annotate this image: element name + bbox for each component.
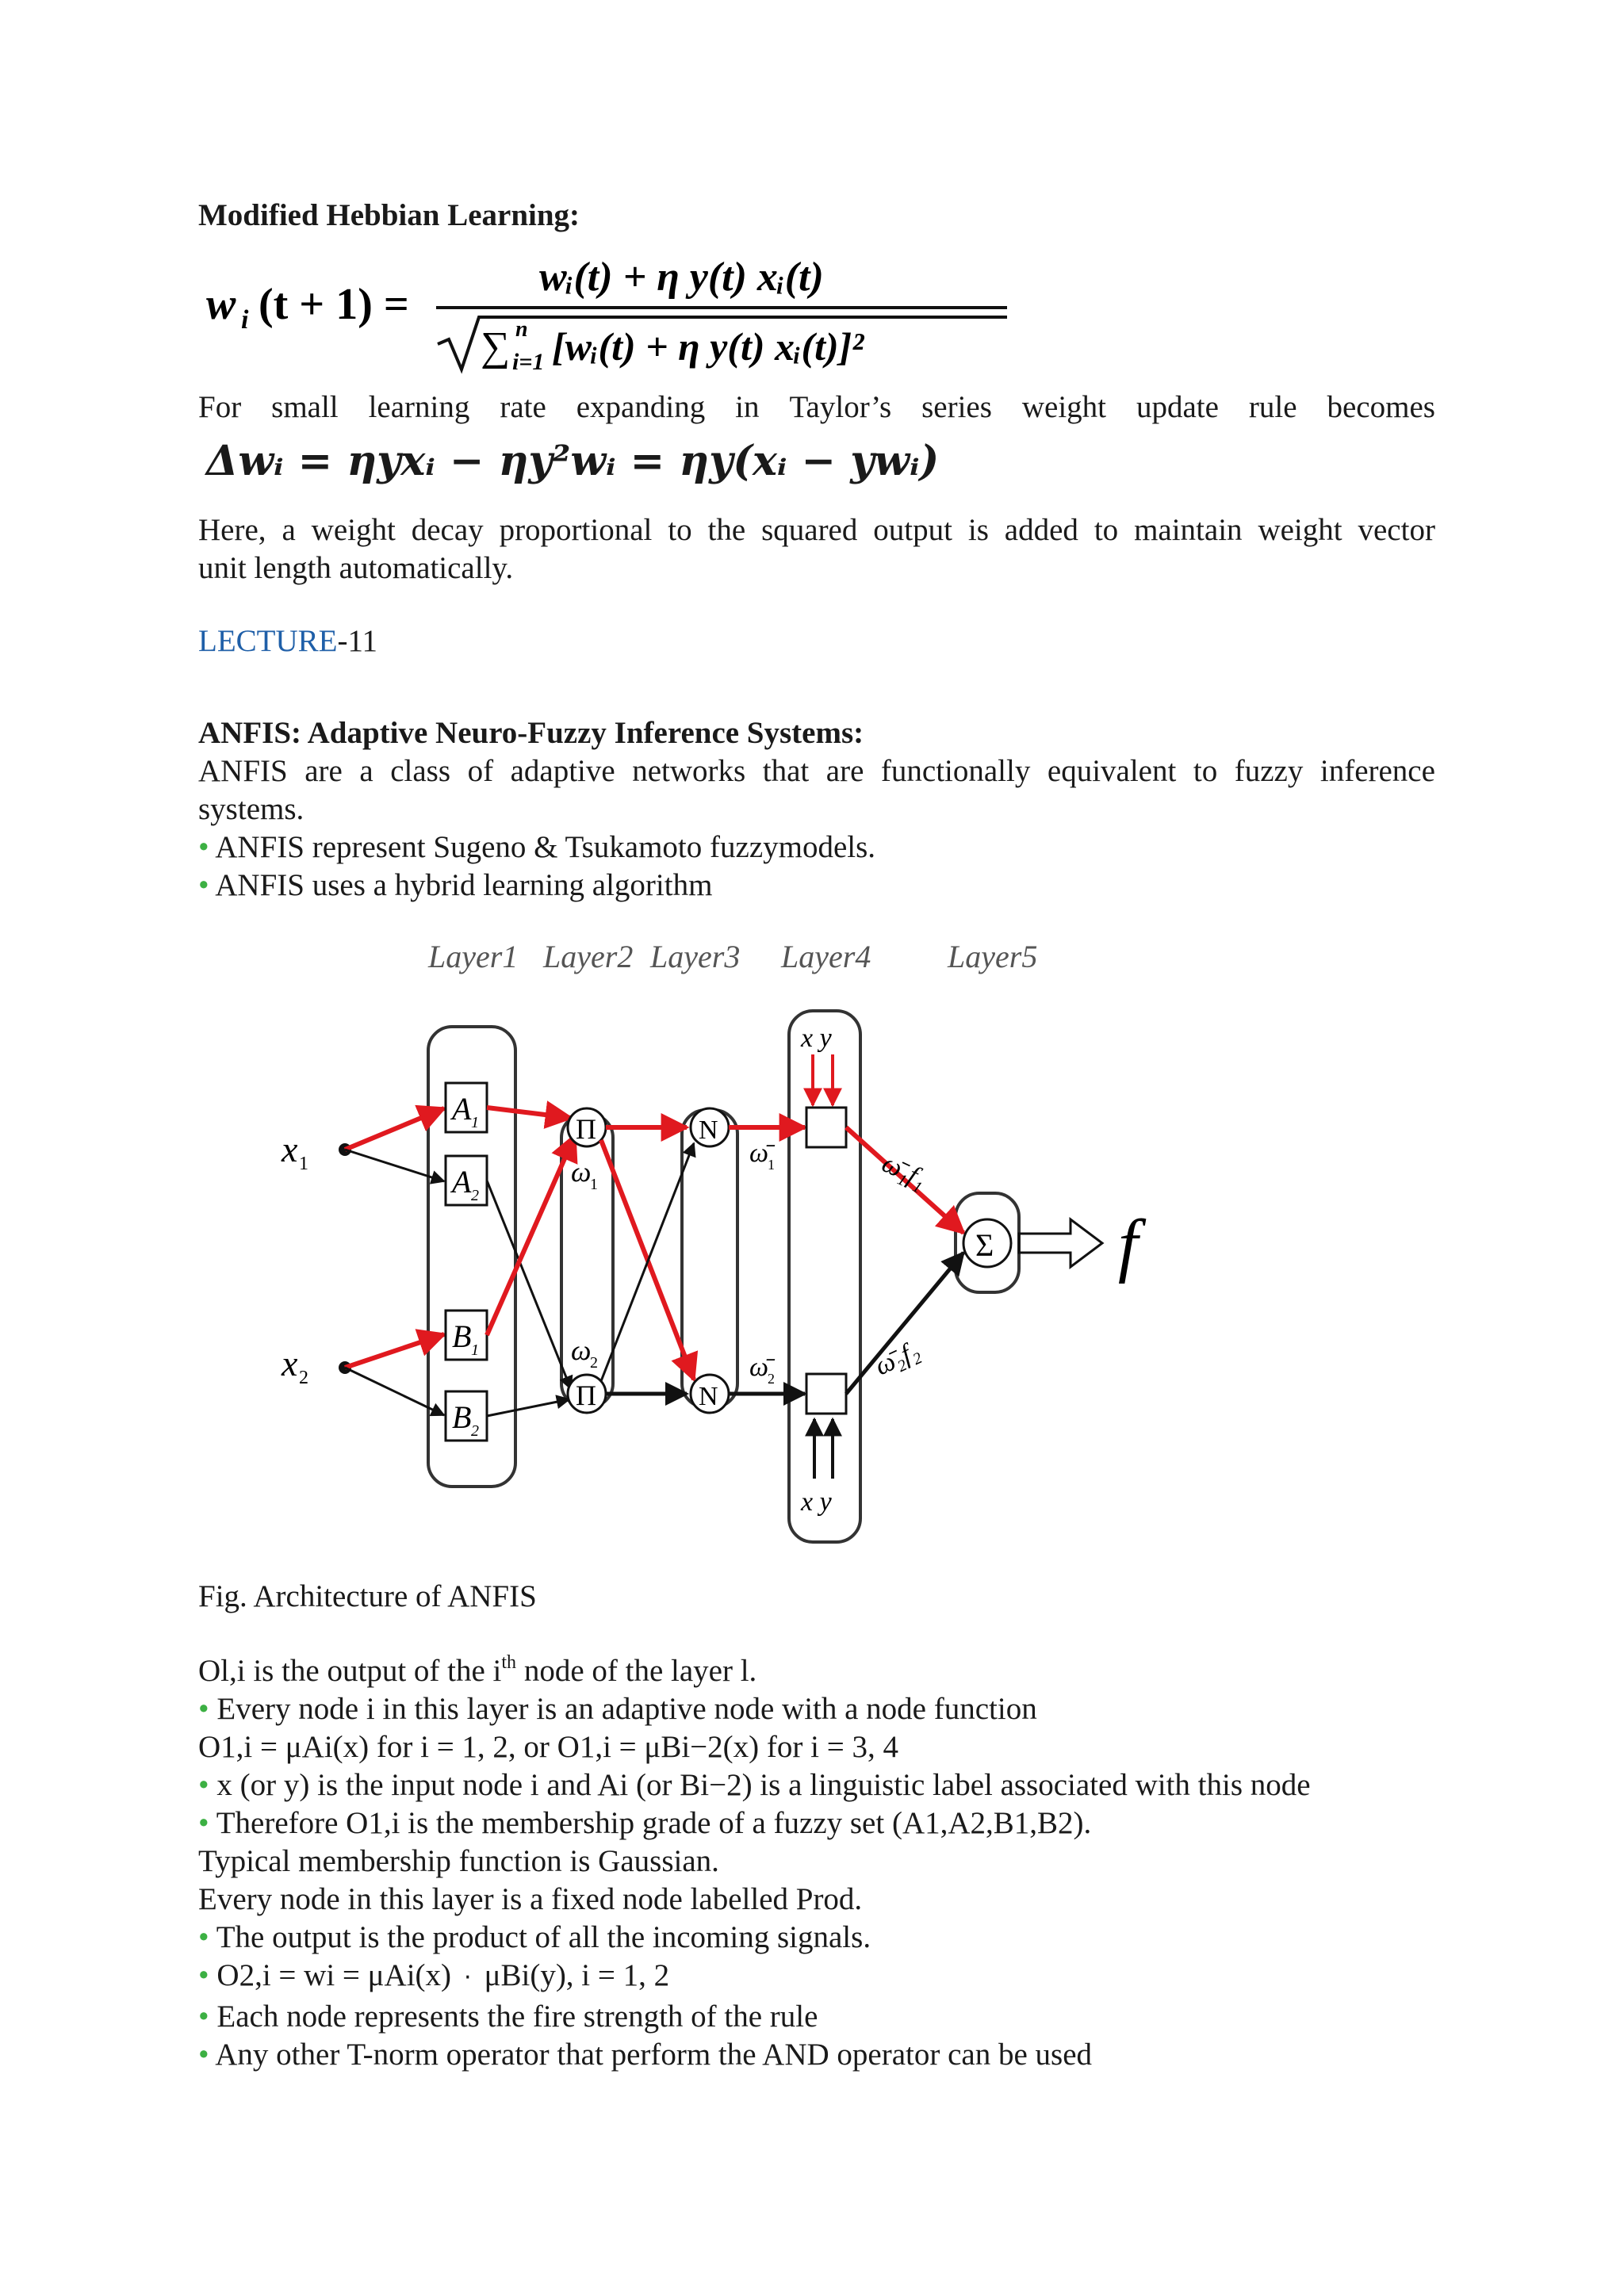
word: that: [762, 754, 810, 788]
lecture-word[interactable]: LECTURE: [198, 624, 338, 658]
bullet-text: Any other T-norm operator that perform the AND operator can be used: [215, 2038, 1093, 2072]
bullet-dot: •: [198, 2038, 209, 2072]
weight-2-label: ω: [571, 1334, 592, 1366]
hebbian-equation: [206, 251, 1189, 377]
node-a1-label: A: [452, 1091, 472, 1127]
sum-symbol: ∑: [481, 324, 511, 369]
final-bullet-1: [198, 1998, 1435, 2036]
node-norm-1-label: N: [699, 1115, 718, 1145]
item-text: The output is the product of all the incoming signals.: [216, 1920, 871, 1954]
node-a2-sub: 2: [471, 1187, 479, 1204]
output-label-bottom: ω̄₂f₂: [870, 1335, 925, 1382]
word: the: [707, 513, 746, 547]
word: a: [359, 754, 373, 788]
bullet-text: ANFIS represent Sugeno & Tsukamoto fuzzymodels.: [215, 830, 876, 864]
node-rule-2: [806, 1374, 846, 1414]
node-sum-label: Σ: [975, 1227, 994, 1263]
node-b2-sub: 2: [471, 1422, 479, 1440]
word: networks: [632, 754, 746, 788]
word: becomes: [1327, 390, 1435, 424]
item-text: Typical membership function is Gaussian.: [198, 1844, 719, 1878]
bullet-dot: •: [198, 1920, 209, 1954]
weight-1-label: ω: [571, 1156, 592, 1188]
anfis-intro-line-2: systems.: [198, 792, 304, 826]
equation-denominator: [wᵢ(t) + η y(t) xᵢ(t)]²: [552, 324, 864, 369]
layer5-label: Layer5: [948, 939, 1038, 974]
weight-update-equation: Δwᵢ = ηyxᵢ − ηy²wᵢ = ηy(xᵢ − ywᵢ): [206, 437, 940, 485]
word: learning: [368, 390, 470, 424]
word: rate: [500, 390, 546, 424]
norm-weight-1-sub: 1: [768, 1157, 775, 1173]
output-f: f: [1118, 1206, 1139, 1284]
hebbian-heading: Modified Hebbian Learning:: [198, 198, 580, 232]
equation-numerator: wᵢ(t) + η y(t) xᵢ(t): [539, 254, 824, 300]
layer-description-item: [198, 1766, 1435, 1804]
node-prod-1-label: Π: [576, 1113, 596, 1145]
word: Taylor’s: [789, 390, 892, 424]
xy-bottom-label: x y: [801, 1487, 832, 1517]
word: For: [198, 390, 242, 424]
weight-2-sub: 2: [590, 1354, 598, 1372]
sum-lower: i=1: [512, 349, 545, 375]
word: are: [825, 754, 864, 788]
word: update: [1136, 390, 1219, 424]
decay-line-2: unit length automatically.: [198, 551, 514, 585]
layer4-label: Layer4: [781, 939, 871, 974]
output-def-post: node of the layer l.: [516, 1654, 757, 1688]
item-text: O1,i = μAi(x) for i = 1, 2, or O1,i = μBi−2(x) for i = 3, 4: [198, 1730, 898, 1764]
node-prod-2-label: Π: [576, 1380, 596, 1411]
word: weight: [311, 513, 396, 547]
input-x1-sub: 1: [299, 1154, 308, 1174]
word: squared: [761, 513, 858, 547]
bullet-dot: •: [198, 1768, 209, 1802]
bullet-dot: •: [198, 830, 209, 864]
norm-weight-2-label: ω̄: [749, 1353, 769, 1382]
word: to: [1094, 513, 1119, 547]
final-bullet-2: [198, 2036, 1435, 2074]
lecture-number: -11: [337, 624, 378, 658]
weight-1-sub: 1: [590, 1176, 598, 1193]
word: inference: [1320, 754, 1435, 788]
layer-description-item: [198, 1919, 1435, 1957]
word: ANFIS: [198, 754, 288, 788]
taylor-line: [198, 388, 1435, 427]
word: expanding: [576, 390, 706, 424]
word: Here,: [198, 513, 266, 547]
bullet-dot: •: [198, 868, 209, 902]
input-x1: x: [282, 1129, 298, 1169]
word: output: [873, 513, 952, 547]
anfis-diagram: [198, 920, 1229, 1578]
node-rule-1: [806, 1108, 846, 1147]
layer3-label: Layer3: [650, 939, 741, 974]
edge-a1-p1: [487, 1108, 571, 1118]
input-x2: x: [282, 1343, 298, 1383]
node-b1-sub: 1: [471, 1341, 479, 1359]
word: maintain: [1134, 513, 1243, 547]
bullet-dot: •: [198, 1999, 209, 2034]
bullet-text: Each node represents the fire strength of the rule: [216, 1999, 818, 2034]
word: weight: [1258, 513, 1342, 547]
node-norm-2-label: N: [699, 1382, 718, 1411]
figure-caption: Fig. Architecture of ANFIS: [198, 1579, 537, 1613]
equation-lhs-w: w: [206, 280, 236, 329]
anfis-intro-line-1: [198, 752, 1435, 790]
product-line-pre: O2,i = wi = μAi(x): [216, 1958, 452, 1992]
word: adaptive: [510, 754, 615, 788]
norm-weight-2-sub: 2: [768, 1371, 775, 1387]
edge-a2-p2: [487, 1181, 571, 1389]
xy-top-label: x y: [801, 1024, 832, 1053]
node-b1-label: B: [452, 1318, 472, 1354]
anfis-bullet-2: [198, 867, 1435, 905]
word: a: [282, 513, 296, 547]
word: class: [390, 754, 451, 788]
bullet-dot: •: [198, 1958, 209, 1992]
equation-lhs-arg: (t + 1) =: [259, 280, 409, 329]
word: to: [1193, 754, 1218, 788]
layer1-label: Layer1: [428, 939, 519, 974]
word: decay: [411, 513, 484, 547]
item-text: x (or y) is the input node i and Ai (or Bi−2) is a linguistic label associated with this node: [216, 1768, 1311, 1802]
word: to: [668, 513, 692, 547]
input-x2-sub: 2: [299, 1368, 308, 1388]
layer-labels: [427, 939, 1037, 974]
word: equivalent: [1047, 754, 1177, 788]
bullet-dot: •: [198, 1806, 209, 1840]
layer-description-item: [198, 1881, 1435, 1919]
layer2-label: Layer2: [543, 939, 634, 974]
layer-description-item: [198, 1804, 1435, 1843]
product-dot: ·: [464, 1964, 472, 1992]
word: small: [271, 390, 339, 424]
word: rule: [1248, 390, 1297, 424]
product-line-post: μBi(y), i = 1, 2: [484, 1958, 670, 1992]
node-b2-label: B: [452, 1399, 472, 1435]
word: vector: [1358, 513, 1435, 547]
word: functionally: [880, 754, 1031, 788]
word: are: [304, 754, 343, 788]
word: series: [921, 390, 992, 424]
anfis-bullet-1: [198, 828, 1435, 867]
edge-r2-sum: [846, 1253, 963, 1394]
item-text: Every node in this layer is a fixed node labelled Prod.: [198, 1882, 863, 1916]
word: is: [967, 513, 989, 547]
word: proportional: [499, 513, 653, 547]
anfis-heading: ANFIS: Adaptive Neuro-Fuzzy Inference Systems:: [198, 716, 864, 750]
item-text: Therefore O1,i is the membership grade of a fuzzy set (A1,A2,B1,B2).: [216, 1806, 1092, 1840]
decay-line-1: [198, 511, 1435, 549]
edge-b2-p2: [487, 1399, 569, 1416]
output-definition: [198, 1652, 1435, 1690]
node-a1-sub: 1: [471, 1114, 479, 1131]
word: added: [1004, 513, 1078, 547]
node-a2-label: A: [452, 1164, 472, 1200]
word: fuzzy: [1234, 754, 1304, 788]
product-line: [198, 1957, 1435, 1997]
word: in: [735, 390, 760, 424]
output-arrow: [1019, 1219, 1102, 1267]
item-text: Every node i in this layer is an adaptive node with a node function: [216, 1692, 1037, 1726]
layer-description-item: [198, 1843, 1435, 1881]
bullet-text: ANFIS uses a hybrid learning algorithm: [215, 868, 713, 902]
output-def-pre: Ol,i is the output of the i: [198, 1654, 502, 1688]
layer4-box: [789, 1011, 860, 1542]
output-def-sup: th: [501, 1652, 517, 1673]
norm-weight-1-label: ω̄: [749, 1138, 769, 1168]
sum-upper: n: [515, 317, 528, 342]
word: weight: [1021, 390, 1107, 424]
layer-description-item: [198, 1690, 1435, 1728]
equation-lhs-sub: i: [241, 305, 249, 335]
output-label-top: ω̄₁f₁: [877, 1148, 932, 1195]
bullet-dot: •: [198, 1692, 209, 1726]
layer-description-item: [198, 1728, 1435, 1766]
lecture-label[interactable]: [198, 622, 1435, 660]
word: of: [467, 754, 494, 788]
